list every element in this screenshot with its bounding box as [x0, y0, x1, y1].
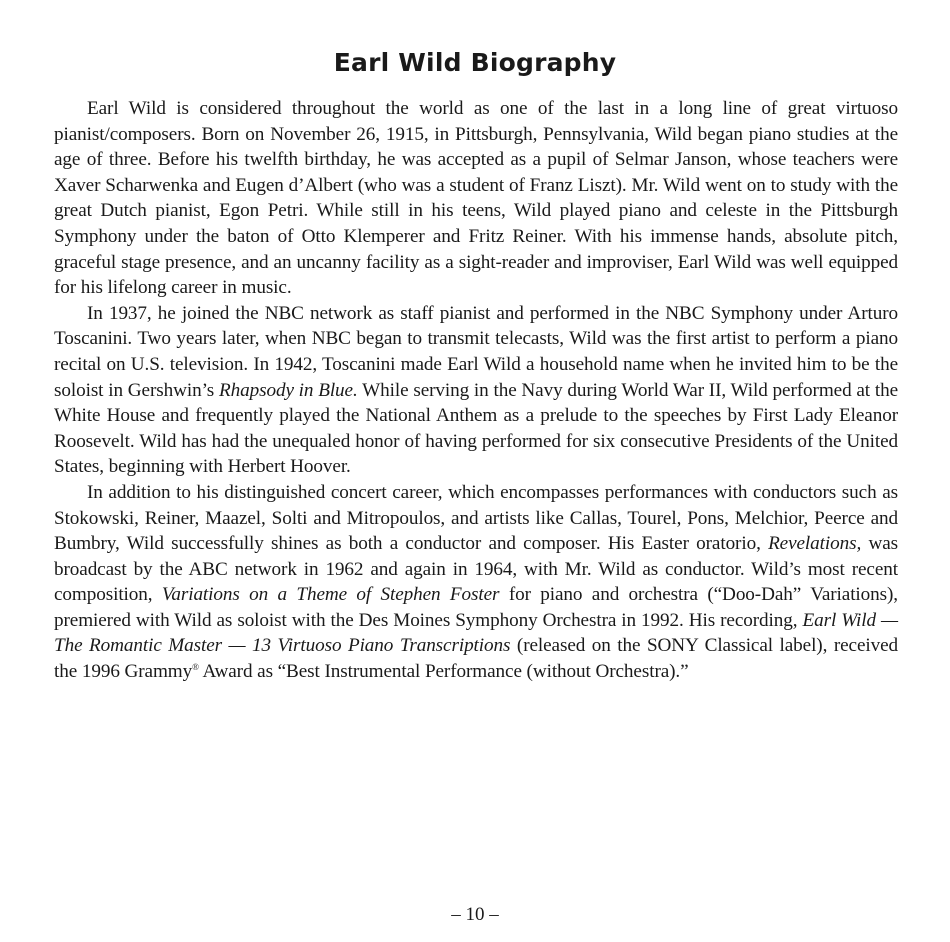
paragraph-3 [54, 480, 898, 685]
variations-title: Variations on a Theme of Stephen Foster [161, 584, 500, 606]
page-title: Earl Wild Biography [333, 48, 617, 77]
revelations-title: Revelations, [768, 533, 862, 555]
page-number: – 10 – [451, 904, 499, 925]
registered-mark: ® [192, 662, 199, 673]
biography-body [54, 96, 898, 685]
paragraph-3-text-3: for piano and orchestra (“Doo-Dah” Variations), premiered with Wild as soloist with the Des Moines Symphony Orchestra in 1992. His recording, [54, 584, 898, 631]
paragraph-1-text: Earl Wild is considered throughout the world as one of the last in a long line of great virtuoso pianist/composers. Born on November 26, 1915, in Pittsburgh, Pennsylvania, Wild began piano studies at the age of three. Before his twelfth birthday, he was accepted as a pupil of Selmar Janson, whose teachers were Xaver Scharwenka and Eugen d’Albert (who was a student of Franz Liszt). Mr. Wild went on to study with the great Dutch pianist, Egon Petri. While still in his teens, Wild played piano and celeste in the Pittsburgh Symphony under the baton of Otto Klemperer and Fritz Reiner. With his immense hands, absolute pitch, graceful stage presence, and an uncanny facility as a sight-reader and improviser, Earl Wild was well equipped for his lifelong career in music. [54, 98, 898, 299]
paragraph-2 [54, 301, 898, 480]
paragraph-1 [54, 96, 898, 301]
paragraph-3-text-2: was broadcast by the ABC network in 1962 and again in 1964, with Mr. Wild as conductor. Wild’s most recent composition, [54, 533, 898, 606]
paragraph-3-text-5: Award as “Best Instrumental Performance (without Orchestra).” [198, 661, 689, 683]
recording-title: Earl Wild — The Romantic Master — 13 Virtuoso Piano Transcriptions [54, 609, 898, 657]
paragraph-3-text-1: In addition to his distinguished concert career, which encompasses performances with conductors such as Stokowski, Reiner, Maazel, Solti and Mitropoulos, and artists like Callas, Tourel, Pons, Melchior, Peerce and Bumbry, Wild successfully shines as both a conductor and composer. His Easter oratorio, [54, 481, 898, 555]
paragraph-3-text-4: (released on the SONY Classical label), received the 1996 Grammy [54, 635, 898, 683]
paragraph-2-text-1: In 1937, he joined the NBC network as staff pianist and performed in the NBC Symphony under Arturo Toscanini. Two years later, when NBC began to transmit telecasts, Wild was the first artist to perform a piano recital on U.S. television. In 1942, Toscanini made Earl Wild a household name when he invited him to be the soloist in Gershwin’s [54, 302, 898, 401]
rhapsody-in-blue-title: Rhapsody in Blue. [218, 379, 358, 401]
paragraph-2-text-2: While serving in the Navy during World War II, Wild performed at the White House and frequently played the National Anthem as a prelude to the speeches by First Lady Eleanor Roosevelt. Wild has had the unequaled honor of having performed for six consecutive Presidents of the United States, beginning with Herbert Hoover. [54, 379, 898, 478]
